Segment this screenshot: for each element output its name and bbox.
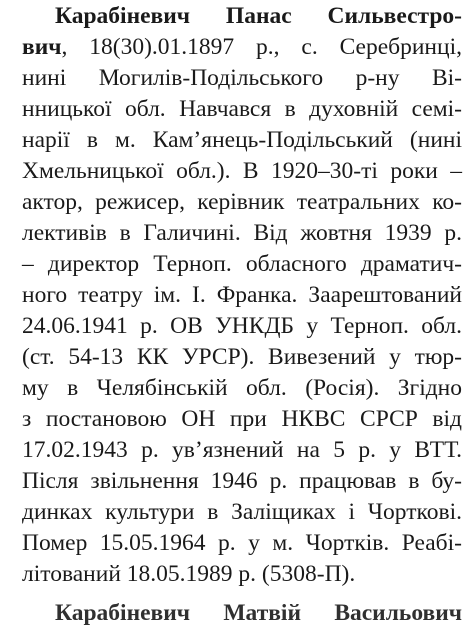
- text-line: (ст. 54-13 КК УРСР). Вивезений у тюр-: [22, 344, 462, 370]
- text-line: ного театру ім. І. Франка. Заарештований: [22, 282, 462, 308]
- entry-name-bold: Карабіневич Панас Сильвестро-: [55, 3, 462, 29]
- entry-name-bold: вич: [22, 34, 62, 60]
- text-line: нницької обл. Навчався в духовній семі-: [22, 96, 462, 122]
- text-line: лективів в Галичині. Від жовтня 1939 р.: [22, 220, 462, 246]
- text-line: вич, 18(30).01.1897 р., с. Серебринці,: [22, 34, 462, 60]
- next-entry-cropped: Карабіневич Матвій Васильович: [55, 600, 462, 626]
- text-line: 17.02.1943 р. ув’язнений на 5 р. у ВТТ.: [22, 437, 462, 463]
- text-line: нарії в м. Кам’янець-Подільський (нині: [22, 127, 462, 153]
- text-line: [55, 1, 462, 32]
- text-line: му в Челябінській обл. (Росія). Згідно: [22, 375, 462, 401]
- text-line: – директор Терноп. обласного драматич-: [22, 251, 462, 277]
- text-line: актор, режисер, керівник театральних ко-: [22, 189, 462, 215]
- text-line: Хмельницької обл.). В 1920–30-ті роки –: [22, 158, 462, 184]
- text-line: літований 18.05.1989 р. (5308-П).: [22, 561, 356, 587]
- text-line: Помер 15.05.1964 р. у м. Чортків. Реабі-: [22, 530, 462, 556]
- text-line: 24.06.1941 р. ОВ УНКДБ у Терноп. обл.: [22, 313, 462, 339]
- text-line: з постановою ОН при НКВС СРСР від: [22, 406, 462, 432]
- text-line: Після звільнення 1946 р. працював в бу-: [22, 468, 462, 494]
- text-line: динках культури в Заліщиках і Чорткові.: [22, 499, 462, 525]
- text-line: нині Могилів-Подільського р-ну Ві-: [22, 65, 462, 91]
